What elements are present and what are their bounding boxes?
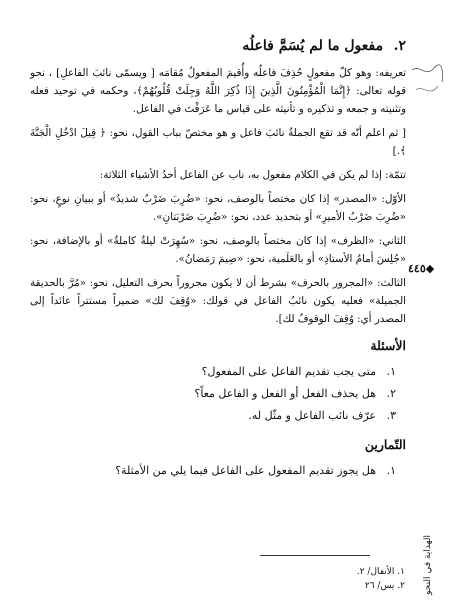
exercise-item <box>30 460 406 482</box>
questions-list <box>30 361 406 427</box>
handwritten-annotation <box>408 60 448 120</box>
question-item <box>30 383 406 405</box>
questions-heading: الأسئلة <box>370 338 406 353</box>
page-number: ◆٤٤٥ <box>408 262 435 275</box>
section-title-text: مفعول ما لم يُسَمَّ فاعلُه <box>242 38 384 54</box>
exercises-heading: التّمارين <box>364 437 406 452</box>
question-number: ١. <box>386 365 396 378</box>
second-paragraph: الثاني: «الظرف» إذا كان مختصاً بالوصف، نحو: «سُهِرَتْ ليلةٌ كاملةٌ» أو بالإضافة، نحو: «جُلِسَ أمامُ الأستاذِ» أو بالعَلَمية، نحو: «صِيمَ رَمَضانُ». <box>30 235 406 265</box>
third-paragraph: الثالث: «المجرور بالحرف» بشرط أن لا يكون مجروراً بحرف التعليل، نحو: «مُرَّ بالحديقة الجميلة» فعليه يكون نائبُ الفاعل في قولك: «وُقِفَ لك» ضميراً مستتراً عائداً إلى المصدر أي: وُقِفَ الوقوفُ لك]. <box>30 277 406 325</box>
exercises-list <box>30 460 406 482</box>
exercise-number: ١. <box>386 464 396 477</box>
footnote-1: ١. الأنفال/ ٢. <box>356 567 405 577</box>
definition-paragraph: تعريفه: وهو كلّ مفعولٍ حُذِفَ فاعلُه وأُقيمَ المفعولُ مُقامَه [ ويسمّى نائبَ الفاعلِ] ، نحو قوله تعالى: ﴿إِنَّمَا الْمُؤْمِنُونَ الَّذِينَ إِذَا ذُكِرَ اللَّهُ وَجِلَتْ قُلُوبُهُمْ﴾، وحكمه في توحيد فعله وتثنيته و جمعه و تذكيره و تأنيثه على قياس ما عَرَفْتَ في الفاعل. <box>30 67 406 115</box>
section-number: ٢. <box>393 38 406 54</box>
question-item <box>30 405 406 427</box>
section-title <box>30 38 406 54</box>
footnote-divider <box>260 555 370 556</box>
question-text: هل يحذف الفعل أو الفعل و الفاعل معاً؟ <box>194 387 376 400</box>
question-item <box>30 361 406 383</box>
exercise-text: هل يجوز تقديم المفعول على الفاعل فيما يلي من الأمثلة؟ <box>115 464 376 477</box>
running-title: الهداية في النحو <box>423 535 433 595</box>
completion-paragraph: تتمّة: إذا لم يكن في الكلام مفعول به، ناب عن الفاعل أحدُ الأشياء الثلاثة: <box>99 169 406 181</box>
question-number: ٣. <box>386 409 396 422</box>
footnote-2: ٢. يس/ ٢٦ <box>364 581 405 591</box>
first-paragraph: الأوّل: «المصدر» إذا كان مختصاً بالوصف، نحو: «ضُرِبَ ضَرْبٌ شديدٌ» أو ببيانِ نوعٍ، نحو: «ضُرِبَ ضَرْبُ الأميرِ» أو بتحديد عدد، نحو: «ضُرِبَ ضَرْبَتانِ». <box>30 193 406 223</box>
main-text <box>30 38 406 482</box>
question-text: عرّف نائب الفاعل و مثّل له. <box>248 409 376 422</box>
footnotes <box>357 565 405 593</box>
question-number: ٢. <box>386 387 396 400</box>
question-text: متى يجب تقديم الفاعل على المفعول؟ <box>201 365 376 378</box>
note-paragraph: [ ثم اعلم أنّه قد تقع الجملةُ نائبَ فاعل و هو مختصّ بباب القول، نحو: ﴿ قِيلَ ادْخُلِ الْجَنَّةَ ﴾.] <box>30 127 406 157</box>
